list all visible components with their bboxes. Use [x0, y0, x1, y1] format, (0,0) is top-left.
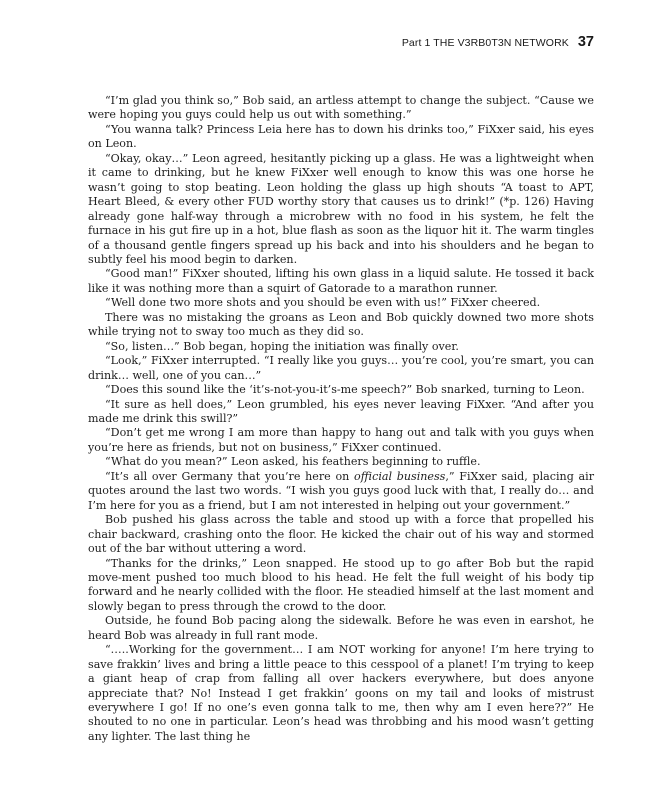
page-number: 37 [577, 34, 594, 50]
paragraph: Outside, he found Bob pacing along the sidewalk. Before he was even in earshot, he heard Bob was already in full rant mode. [88, 614, 594, 642]
paragraph: “I’m glad you think so,” Bob said, an artless attempt to change the subject. “Cause we were hoping you guys could help us out with something.” [88, 94, 594, 122]
body-text [88, 94, 594, 744]
paragraph: “Look,” FiXxer interrupted. “I really like you guys… you’re cool, you’re smart, you can drink… well, one of you can…” [88, 354, 594, 382]
paragraph: “You wanna talk? Princess Leia here has to down his drinks too,” FiXxer said, his eyes on Leon. [88, 122, 594, 151]
running-header [402, 34, 594, 50]
paragraph-text-end: ,” FiXxer said, placing air quotes around the last two words. “I wish you guys good luck with that, I really do… and I’m here for you as a friend, but I am not interested in helping out your government.” [88, 469, 595, 512]
paragraph: “What do you mean?” Leon asked, his feathers beginning to ruffle. [105, 455, 481, 469]
paragraph-text-start: “It’s all over Germany that you’re here on [105, 469, 355, 483]
paragraph: There was no mistaking the groans as Leon and Bob quickly downed two more shots while trying not to sway too much as they did so. [88, 310, 594, 339]
paragraph: “.….Working for the government… I am NOT working for anyone! I’m here trying to save frakkin’ lives and bring a little peace to this cesspool of a planet! I’m trying to keep a giant heap of crap from falling all over hackers everywhere, but does anyone appreciate that? No! Instead I get frakkin’ goons on my tail and looks of mistrust everywhere I go! If no one’s even gonna talk to me, then why am I even here??” He shouted to no one in particular. Leon’s head was throbbing and his mood wasn’t getting any lighter. The last thing he [88, 643, 594, 743]
paragraph [88, 470, 594, 513]
italic-emphasis: official business [354, 469, 446, 483]
part-title: Part 1 THE V3RB0T3N NETWORK [401, 37, 569, 49]
paragraph: “Well done two more shots and you should be even with us!” FiXxer cheered. [105, 296, 541, 310]
paragraph: “Good man!” FiXxer shouted, lifting his own glass in a liquid salute. He tossed it back like it was nothing more than a squirt of Gatorade to a marathon runner. [88, 267, 594, 295]
paragraph: “Okay, okay…” Leon agreed, hesitantly picking up a glass. He was a lightweight when it came to drinking, but he knew FiXxer well enough to know this was one horse he wasn’t going to stop beating. Leon holding the glass up high shouts “A toast to APT, Heart Bleed, & every other FUD worthy story that causes us to drink!” (*p. 126) Having already gone half-way through a microbrew with no food in his system, he felt the furnace in his gut fire up in a hot, blue flash as soon as the liquor hit it. The warm tingles of a thousand gentle fingers spread up his back and into his shoulders and he began to subtly feel his mood begin to darken. [88, 151, 594, 266]
paragraph: “So, listen…” Bob began, hoping the initiation was finally over. [105, 339, 459, 353]
paragraph: “It sure as hell does,” Leon grumbled, his eyes never leaving FiXxer. “And after you made me drink this swill?” [88, 397, 594, 425]
paragraph: Bob pushed his glass across the table and stood up with a force that propelled his chair backward, crashing onto the floor. He kicked the chair out of his way and stormed out of the bar without uttering a word. [88, 513, 594, 556]
paragraph: “Does this sound like the ‘it’s-not-you-it’s-me speech?” Bob snarked, turning to Leon. [105, 383, 585, 397]
paragraph: “Don’t get me wrong I am more than happy to hang out and talk with you guys when you’re here as friends, but not on business,” FiXxer continued. [88, 426, 594, 454]
paragraph: “Thanks for the drinks,” Leon snapped. He stood up to go after Bob but the rapid move-ment pushed too much blood to his head. He felt the full weight of his body tip forward and he nearly collided with the floor. He steadied himself at the last moment and slowly began to press through the crowd to the door. [88, 556, 594, 613]
